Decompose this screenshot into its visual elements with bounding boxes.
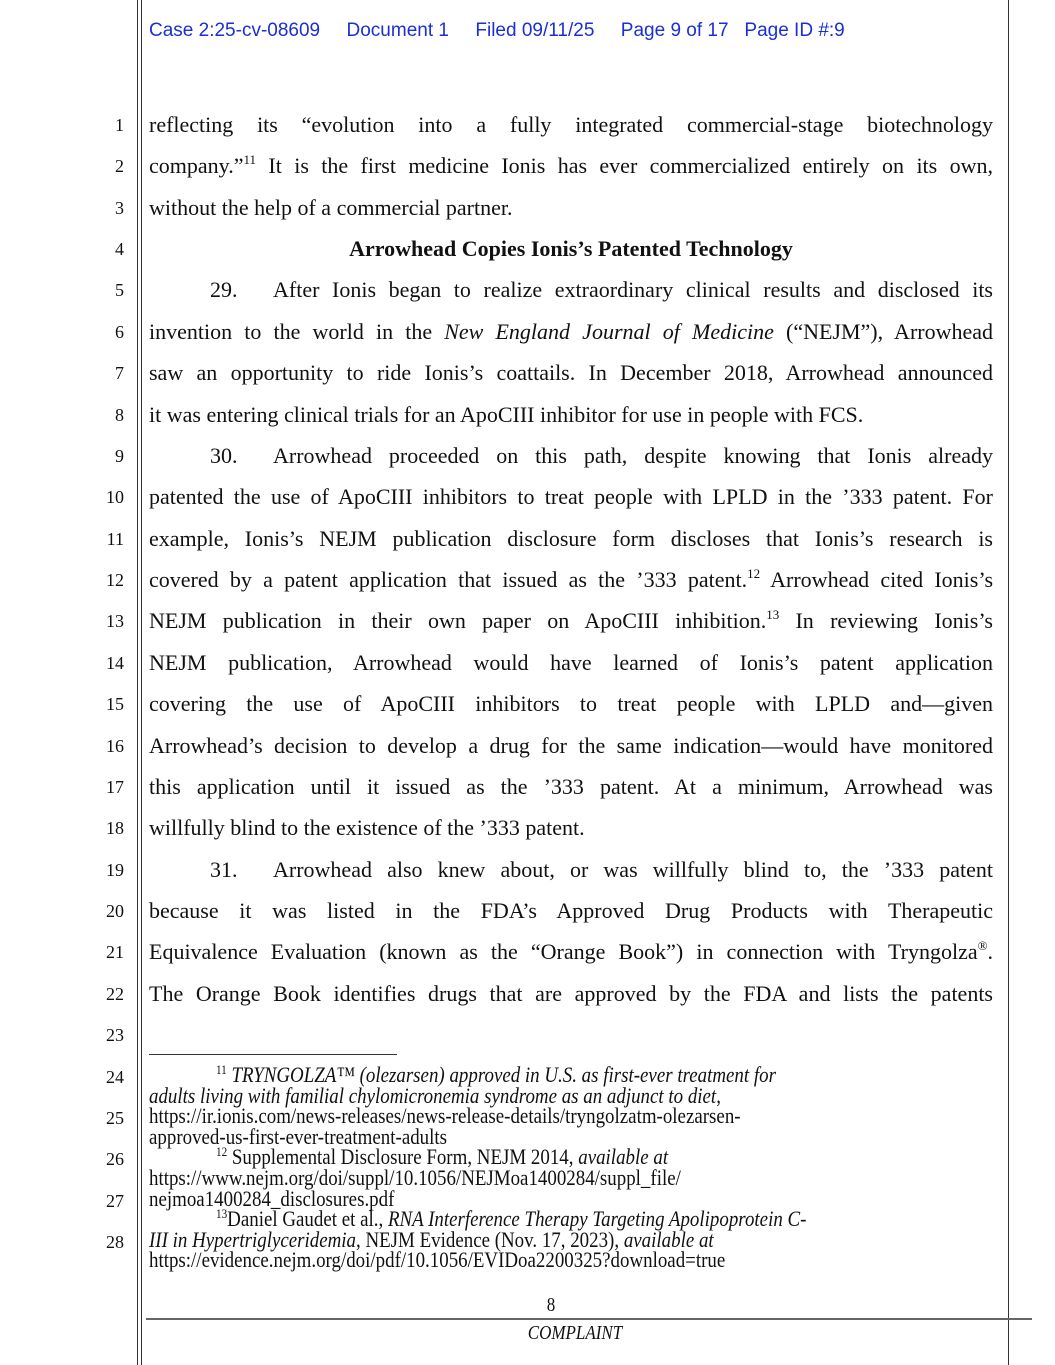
ecf-header [149,20,845,42]
footnote-reference: 12 [747,566,761,582]
text-segment: without the help of a commercial partner. [149,194,513,220]
text-segment: willfully blind to the existence of the ’333 patent. [149,815,585,841]
text-segment: available at [623,1226,714,1252]
text-segment: invention to the world in the [149,318,445,344]
text-line [149,195,993,221]
text-segment: Arrowhead cited Ionis’s [760,567,994,593]
text-segment: Equivalence Evaluation (known as the “Orange Book”) in connection with Tryngolza [149,939,978,965]
text-line [149,733,993,759]
line-number: 5 [115,280,124,301]
text-segment: available at [578,1144,669,1170]
text-line [149,402,993,428]
text-segment: because it was listed in the FDA’s Approved Drug Products with Therapeutic [149,898,993,924]
text-line [149,567,993,593]
text-segment: Supplemental Disclosure Form, NEJM 2014, [227,1144,579,1170]
line-number: 24 [106,1066,124,1087]
text-segment: patented the use of ApoCIII inhibitors to treat people with LPLD in the ’333 patent. For [149,484,993,510]
text-segment: After Ionis began to realize extraordinary clinical results and disclosed its [273,277,993,303]
line-number: 22 [106,983,124,1004]
text-segment: https://www.nejm.org/doi/suppl/10.1056/NEJMoa1400284/suppl_file/ [149,1165,681,1190]
text-line [149,153,993,179]
document-number: Document 1 [346,20,449,41]
line-number: 16 [106,735,124,756]
line-number: 28 [106,1231,124,1252]
text-segment: NEJM publication, Arrowhead would have learned of Ionis’s patent application [149,649,993,675]
line-number: 25 [106,1107,124,1128]
text-segment: it was entering clinical trials for an ApoCIII inhibitor for use in people with FCS. [149,401,864,427]
paragraph-number: 31. [210,856,238,882]
text-segment: approved-us-first-ever-treatment-adults [149,1123,448,1149]
line-number: 23 [106,1025,124,1046]
footnote-reference: 12 [216,1144,228,1160]
left-margin-rule-outer [137,0,138,1365]
text-segment: RNA Interference Therapy Targeting Apolipoprotein C- [387,1206,807,1232]
text-line [149,898,993,924]
line-number: 2 [115,156,124,177]
filed-date: Filed 09/11/25 [475,20,595,41]
line-number: 21 [106,942,124,963]
line-number: 3 [115,197,124,218]
footnote-reference: ® [977,938,988,954]
line-number: 11 [106,528,124,549]
text-line [149,526,993,552]
line-number: 1 [115,115,124,135]
text-line [149,981,993,1007]
line-number: 9 [115,445,124,466]
text-line [149,484,993,510]
text-segment: III in Hypertriglyceridemia [149,1226,357,1252]
line-number: 4 [115,239,124,260]
footer-title: COMPLAINT [527,1322,623,1344]
text-segment: this application until it issued as the ’333 patent. At a minimum, Arrowhead was [149,773,993,799]
section-heading [149,236,993,262]
line-number: 14 [106,652,124,673]
text-segment: TRYNGOLZA™ (olezarsen) approved in U.S. as first-ever treatment for [231,1062,776,1087]
footnote-reference: 13 [766,607,780,623]
text-segment: It is the first medicine Ionis has ever commercialized entirely on its own, [256,153,993,179]
footnote-reference: 13 [216,1206,228,1222]
left-margin-rule-inner [141,0,142,1365]
right-margin-rule [1008,0,1009,1365]
page-count: Page 9 of 17 [620,20,729,41]
text-segment: company.” [149,153,244,179]
line-number: 13 [106,611,124,632]
text-segment: Arrowhead also knew about, or was willfully blind to, the ’333 patent [273,856,993,882]
line-number: 17 [106,776,124,797]
text-segment: https://ir.ionis.com/news-releases/news-release-details/tryngolzatm-olezarsen- [149,1103,741,1129]
text-segment: covered by a patent application that issued as the ’333 patent. [149,567,748,593]
line-number: 8 [115,404,124,425]
text-segment: adults living with familial chylomicronemia syndrome as an adjunct to diet [149,1082,717,1108]
page-id: Page ID #:9 [744,20,845,41]
text-line [149,691,993,717]
footnote-reference: 11 [216,1062,227,1077]
line-number: 26 [106,1149,124,1170]
line-number: 7 [115,363,124,384]
line-number: 10 [106,487,124,508]
text-segment: covering the use of ApoCIII inhibitors to treat people with LPLD and—given [149,691,993,717]
text-segment: (“NEJM”), Arrowhead [773,318,994,344]
text-segment: In reviewing Ionis’s [779,608,993,634]
paragraph-number: 29. [210,277,238,303]
text-line [149,277,993,303]
text-segment: Arrowhead Copies Ionis’s Patented Technology [349,236,793,262]
paragraph-number: 30. [210,442,238,468]
page-number: 8 [546,1294,556,1316]
footnote-line [149,1249,725,1271]
text-line [149,112,993,138]
text-segment: reflecting its “evolution into a fully integrated commercial-stage biotechnology [149,112,993,137]
text-segment: saw an opportunity to ride Ionis’s coattails. In December 2018, Arrowhead announced [149,360,993,386]
text-segment: Arrowhead’s decision to develop a drug for the same indication—would have monitored [149,732,993,758]
text-line [149,443,993,469]
text-segment: The Orange Book identifies drugs that are approved by the FDA and lists the patents [149,980,993,1006]
footer-rule [146,1318,1032,1320]
text-line [149,650,993,676]
text-segment: Arrowhead proceeded on this path, despite knowing that Ionis already [273,442,993,468]
text-line [149,774,993,800]
text-segment: NEJM publication in their own paper on ApoCIII inhibition. [149,608,767,634]
text-line [149,608,993,634]
text-line [149,939,993,965]
line-number: 6 [115,321,124,342]
text-segment: New England Journal of Medicine [444,318,774,344]
case-number: Case 2:25-cv-08609 [149,20,321,41]
line-number: 12 [106,570,124,591]
text-line [149,319,993,345]
text-segment: . [987,939,993,965]
line-number: 15 [106,694,124,715]
line-number: 20 [106,901,124,922]
line-number: 18 [106,818,124,839]
text-segment: example, Ionis’s NEJM publication disclosure form discloses that Ionis’s research is [149,525,993,551]
text-segment: , [716,1082,721,1108]
footnote-reference: 11 [243,152,257,168]
text-line [149,815,993,841]
footnote-separator [149,1054,397,1055]
text-segment: https://evidence.nejm.org/doi/pdf/10.1056/EVIDoa2200325?download=true [149,1247,726,1273]
text-line [149,857,993,883]
line-number: 19 [106,859,124,880]
text-segment: Daniel Gaudet et al., [227,1206,388,1232]
text-line [149,360,993,386]
line-number: 27 [106,1190,124,1211]
text-segment: nejmoa1400284_disclosures.pdf [149,1185,395,1211]
text-segment: , NEJM Evidence (Nov. 17, 2023), [356,1226,624,1252]
